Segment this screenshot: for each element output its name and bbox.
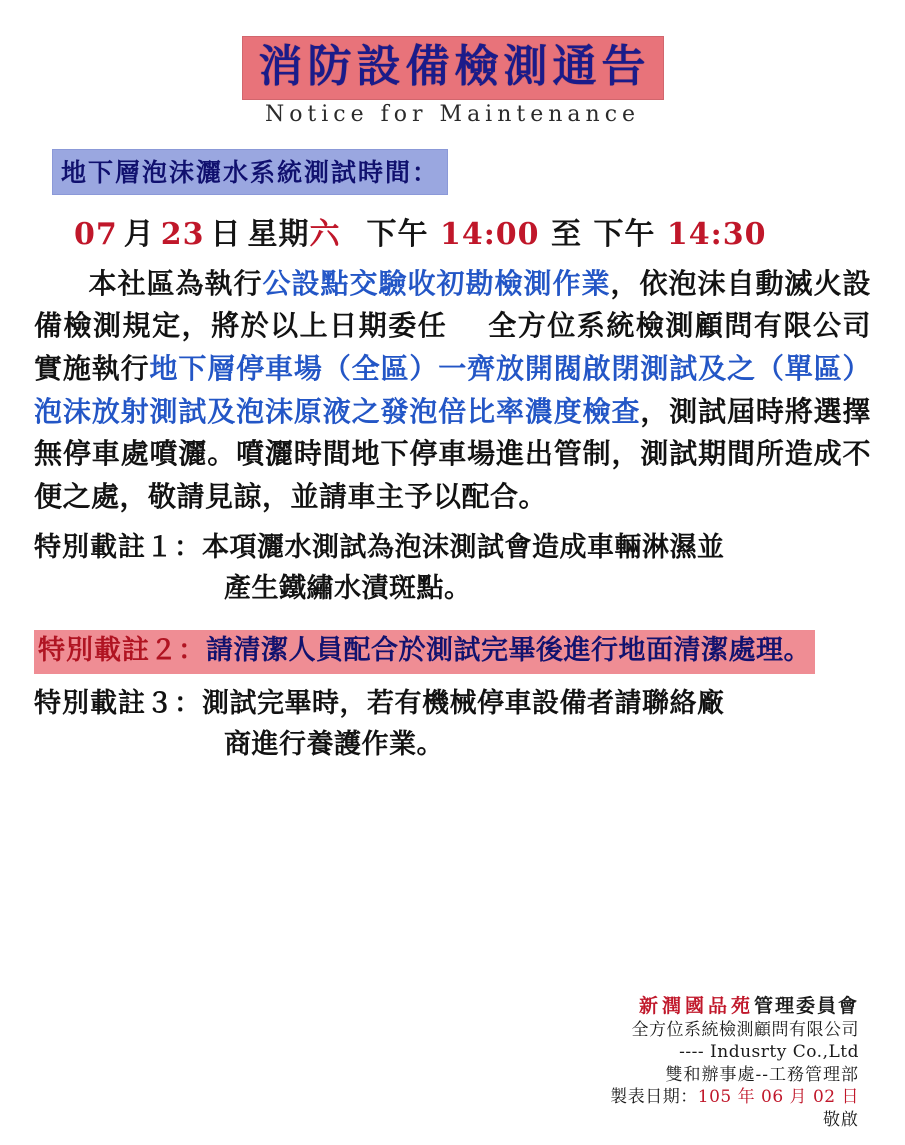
test-scope-banner: 地下層泡沫灑水系統測試時間： [52,149,448,195]
special-note-2 [34,618,871,673]
note-1-line-2: 產生鐵繡水漬斑點。 [224,573,472,605]
footer-closing: 敬啟 [823,1109,859,1130]
title-block [34,0,871,127]
note-2-label: 特別載註２： [38,635,206,667]
page-subtitle-english: Notice for Maintenance [264,101,641,127]
schedule-month: 07 [74,216,118,252]
page-title: 消防設備檢測通告 [242,36,664,100]
subtitle-row [34,149,871,195]
footer-company-english: ---- Indusrty Co.,Ltd [679,1042,859,1063]
note-3-line-2: 商進行養護作業。 [224,728,444,760]
schedule-start-time: 14:00 [439,216,540,252]
note-3-line-1: 測試完畢時，若有機械停車設備者請聯絡廠 [202,687,725,719]
note-1-label: 特別載註１： [34,532,202,564]
schedule-to: 至 [550,216,582,252]
note-1-line-1: 本項灑水測試為泡沫測試會造成車輛淋濕並 [202,532,725,564]
body-text-c: 全方位系統檢測顧問有限公司實施執行 [34,309,871,385]
footer-organization [610,994,859,1019]
footer-office: 雙和辦事處--工務管理部 [665,1064,859,1085]
footer-company: 全方位系統檢測顧問有限公司 [631,1019,859,1040]
schedule-line [34,209,871,253]
schedule-day: 23 [160,216,205,252]
footer-date [610,1086,859,1108]
body-text-a: 本社區為執行 [88,266,263,300]
footer-date-label: 製表日期： [610,1087,698,1108]
notice-body [34,263,871,518]
note-2-line-1: 請清潔人員配合於測試完畢後進行地面清潔處理。 [206,635,811,667]
body-text-d: ，測試屆時將選擇無停車處噴灑。噴灑時間地下停車場進出管制，測試期間所造成不便之處，敬請見諒，並請車主予以配合。 [34,394,871,513]
schedule-end-period: 下午 [593,216,656,252]
schedule-end-time: 14:30 [666,216,767,252]
schedule-day-label: 日 [210,216,242,252]
footer-date-value: 105 年 06 月 02 日 [697,1087,859,1108]
footer-org-name: 新潤國品苑 [638,994,754,1017]
schedule-month-label: 月 [123,216,155,252]
schedule-start-period: 下午 [366,216,429,252]
note-2-highlight [34,630,815,673]
footer-org-committee: 管理委員會 [753,994,859,1017]
schedule-weekday-label: 星期 [247,216,310,252]
body-highlight-2: 地下層停車場（全區）一齊放開閥啟閉測試及之（單區）泡沫放射測試及泡沫原液之發泡倍比率濃度檢查 [34,352,871,428]
footer-block [610,994,859,1131]
body-text-b: ，依泡沫自動滅火設備檢測規定，將於以上日期委任 [34,266,871,343]
special-note-1 [34,528,871,608]
note-3-label: 特別載註３： [34,687,202,719]
body-highlight-1: 公設點交驗收初勘檢測作業 [262,266,611,300]
special-note-3 [34,684,871,764]
schedule-weekday: 六 [309,216,341,252]
